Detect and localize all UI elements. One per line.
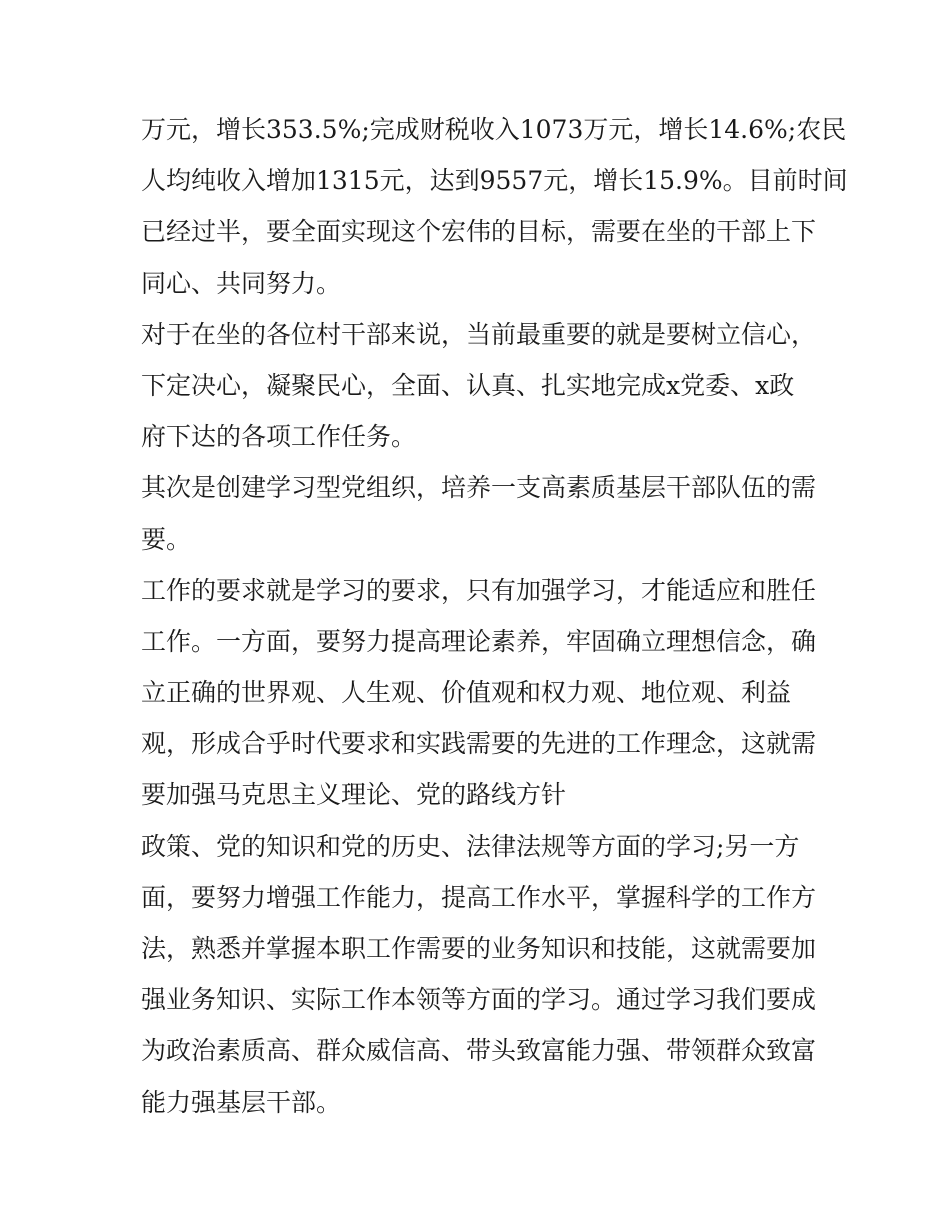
- paragraph-1: [141, 104, 848, 309]
- document-body: [141, 104, 848, 1128]
- text-line: 观，形成合乎时代要求和实践需要的先进的工作理念，这就需: [141, 729, 817, 759]
- text-line: 法，熟悉并掌握本职工作需要的业务知识和技能，这就需要加: [141, 934, 817, 963]
- text-line: 强业务知识、实际工作本领等方面的学习。通过学习我们要成: [141, 985, 817, 1015]
- text-line: 同心、共同努力。: [141, 268, 342, 298]
- text-line: 立正确的世界观、人生观、价值观和权力观、地位观、利益: [141, 678, 792, 708]
- text-line: 万元，增长353.5%;完成财税收入1073万元，增长14.6%;农民: [141, 115, 847, 144]
- paragraph-5: [141, 821, 821, 1128]
- text-line: 其次是创建学习型党组织，培养一支高素质基层干部队伍的需: [141, 473, 817, 503]
- paragraph-2: [141, 309, 821, 463]
- text-line: 下定决心，凝聚民心，全面、认真、扎实地完成x党委、x政: [141, 370, 795, 400]
- text-line: 府下达的各项工作任务。: [141, 422, 417, 452]
- text-line: 对于在坐的各位村干部来说，当前最重要的就是要树立信心，: [141, 319, 817, 349]
- paragraph-3: [141, 462, 821, 564]
- text-line: 工作的要求就是学习的要求，只有加强学习，才能适应和胜任: [141, 575, 817, 605]
- text-line: 面，要努力增强工作能力，提高工作水平，掌握科学的工作方: [141, 882, 817, 912]
- text-line: 为政治素质高、群众威信高、带头致富能力强、带领群众致富: [141, 1036, 817, 1066]
- text-line: 人均纯收入增加1315元，达到9557元，增长15.9%。目前时间: [141, 166, 848, 196]
- text-line: 已经过半，要全面实现这个宏伟的目标，需要在坐的干部上下: [141, 217, 817, 247]
- text-line: 要。: [141, 524, 192, 554]
- text-line: 工作。一方面，要努力提高理论素养，牢固确立理想信念，确: [141, 626, 817, 656]
- text-line: 能力强基层干部。: [141, 1087, 342, 1117]
- text-line: 政策、党的知识和党的历史、法律法规等方面的学习;另一方: [141, 831, 800, 861]
- paragraph-4: [141, 565, 821, 821]
- text-line: 要加强马克思主义理论、党的路线方针: [141, 780, 567, 810]
